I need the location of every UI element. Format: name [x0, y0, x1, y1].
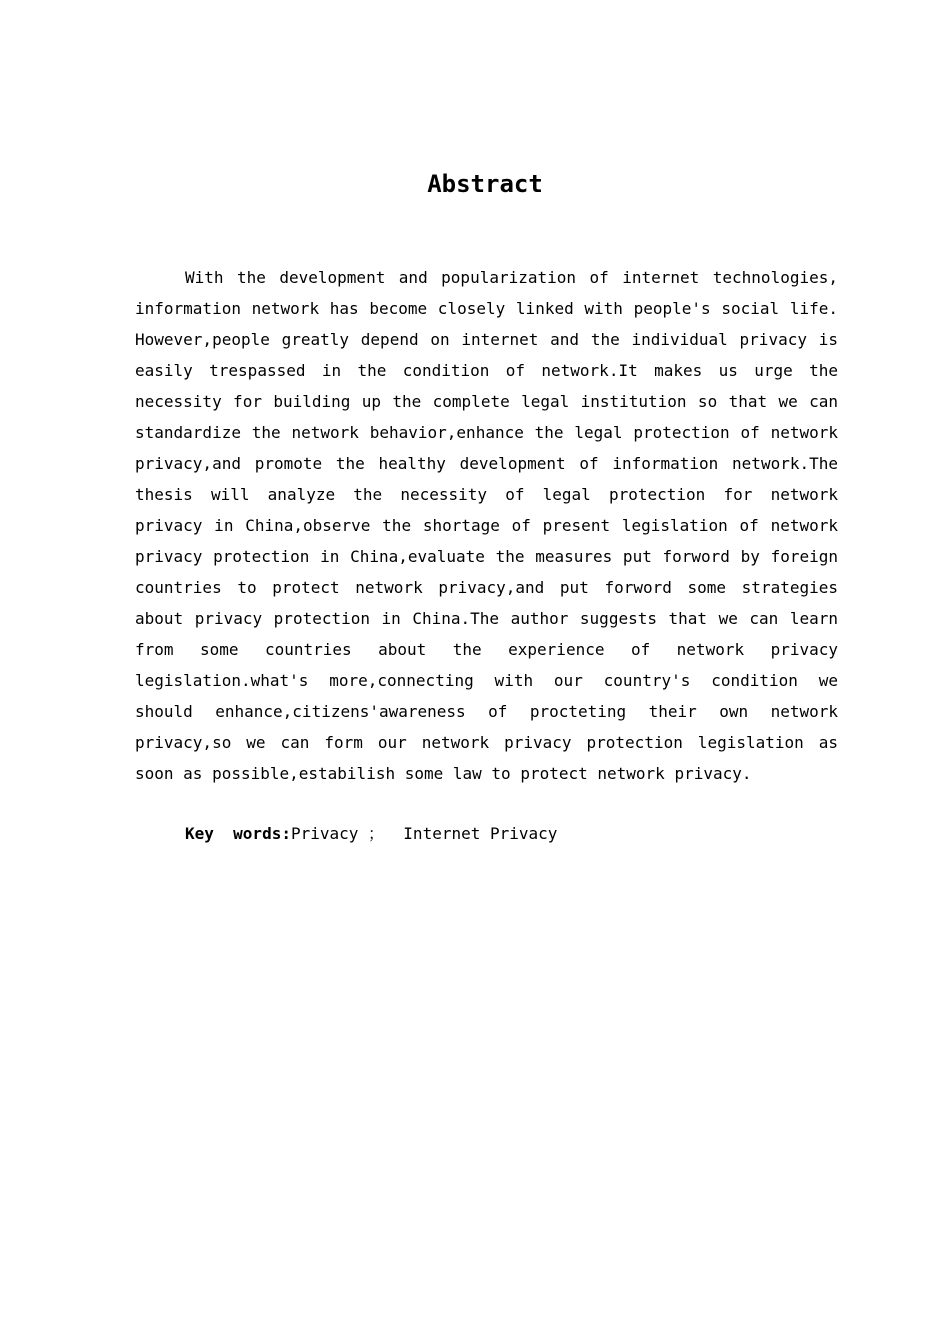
keywords-line: [185, 818, 557, 849]
page-title: Abstract: [427, 170, 543, 198]
keywords-value: Privacy ； Internet Privacy: [290, 824, 558, 843]
keywords-label: Key words:: [185, 824, 291, 843]
abstract-paragraph: With the development and popularization of internet technologies, information network has become closely linked with people's social life. However,people greatly depend on internet and the individual privacy is easily trespassed in the condition of network.It makes us urge the necessity for building up the complete legal institution so that we can standardize the network behavior,enhance the legal protection of network privacy,and promote the healthy development of information network.The thesis will analyze the necessity of legal protection for network privacy in China,observe the shortage of present legislation of network privacy protection in China,evaluate the measures put forword by foreign countries to protect network privacy,and put forword some strategies about privacy protection in China.The author suggests that we can learn from some countries about the experience of network privacy legislation.what's more,connecting with our country's condition we should enhance,citizens'awareness of procteting their own network privacy,so we can form our network privacy protection legislation as soon as possible,estabilish some law to protect network privacy.: [135, 268, 838, 783]
